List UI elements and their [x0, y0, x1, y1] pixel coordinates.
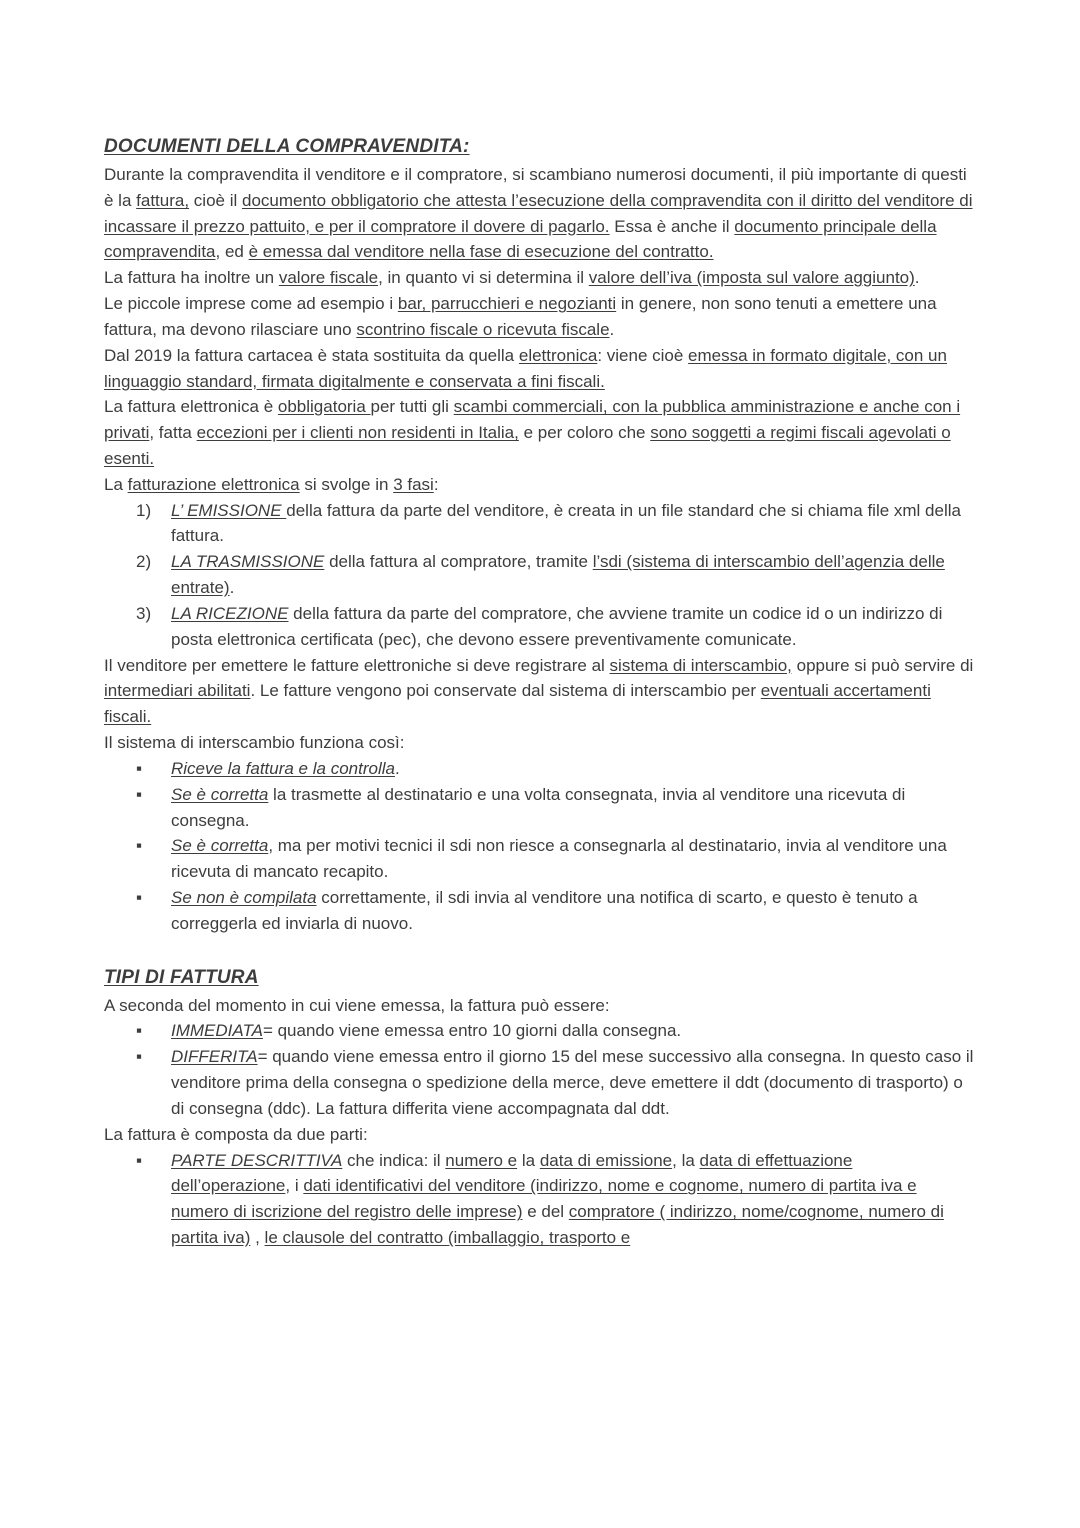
- text-segment: L’ EMISSIONE: [171, 500, 287, 520]
- text-segment: Se è corretta: [171, 784, 269, 804]
- list-item-text: [171, 836, 947, 881]
- text-segment: valore dell’iva (imposta sul valore aggiunto): [588, 268, 915, 288]
- text-segment: dati identificativi del venditore (indirizzo, nome e cognome, numero di partita iva e numero di iscrizione del registro delle imprese): [171, 1176, 917, 1222]
- text-segment: TIPI DI FATTURA: [104, 966, 259, 988]
- text-segment: che indica: il: [342, 1150, 446, 1170]
- list-item: [104, 1044, 976, 1121]
- text-segment: fatturazione elettronica: [127, 474, 300, 494]
- text-segment: PARTE DESCRITTIVA: [171, 1150, 343, 1170]
- text-segment: Se è corretta: [171, 836, 269, 856]
- text-segment: intermediari abilitati: [104, 681, 251, 701]
- bullet-icon: ▪: [136, 888, 143, 908]
- paragraph: [104, 291, 976, 343]
- list-item: [104, 498, 976, 550]
- numbered-list: [104, 498, 976, 653]
- text-segment: DOCUMENTI DELLA COMPRAVENDITA:: [104, 136, 470, 157]
- text-segment: emessa in formato digitale, con un linguaggio standard, firmata digitalmente e conservata a fini fiscali.: [104, 345, 947, 391]
- text-segment: , i: [285, 1176, 304, 1196]
- list-item: [104, 833, 976, 885]
- text-segment: della fattura da parte del compratore, che avviene tramite un codice id o un indirizzo di posta elettronica certificata (pec), che devono essere preventivamente comunicate.: [171, 603, 943, 649]
- paragraph: [104, 162, 976, 265]
- list-item-text: [171, 759, 400, 778]
- bullet-icon: ▪: [136, 836, 143, 856]
- text-segment: le clausole del contratto (imballaggio, trasporto e: [264, 1228, 631, 1248]
- text-segment: , ma per motivi tecnici il sdi non riesce a consegnarla al destinatario, invia al venditore una ricevuta di mancato recapito.: [171, 836, 947, 882]
- text-segment: LA RICEZIONE: [171, 603, 289, 623]
- bullet-icon: ▪: [136, 1047, 143, 1067]
- text-segment: correttamente, il sdi invia al venditore una notifica di scarto, e questo è tenuto a correggerla ed inviarla di nuovo.: [171, 888, 918, 933]
- text-segment: numero e: [445, 1150, 518, 1170]
- text-segment: , in quanto vi si determina il: [378, 268, 589, 288]
- list-item: [104, 1018, 976, 1044]
- text-segment: data di emissione: [539, 1150, 673, 1170]
- text-segment: e per coloro che: [518, 423, 651, 443]
- text-segment: .: [229, 578, 235, 598]
- text-segment: = quando viene emessa entro il giorno 15 del mese successivo alla consegna. In questo caso il venditore prima della consegna o spedizione della merce, deve emettere il ddt (documento di trasporto) o di consegna (ddc). La fattura differita viene accompagnata dal ddt.: [171, 1047, 974, 1118]
- text-segment: Riceve la fattura e la controlla: [171, 758, 395, 778]
- paragraph: [104, 1122, 976, 1148]
- text-segment: si svolge in: [299, 474, 394, 494]
- text-segment: e del: [522, 1202, 569, 1222]
- bullet-list: [104, 1018, 976, 1121]
- text-segment: scontrino fiscale o ricevuta fiscale: [356, 319, 610, 339]
- list-item-text: [171, 552, 945, 597]
- text-segment: : viene cioè: [597, 345, 689, 365]
- bullet-icon: ▪: [136, 758, 143, 778]
- list-item-text: [171, 1151, 944, 1247]
- bullet-list: [104, 1148, 976, 1251]
- list-number: 2): [136, 552, 152, 572]
- text-segment: l’sdi (sistema di interscambio dell’agenzia delle entrate): [171, 552, 945, 598]
- text-segment: .: [609, 319, 615, 339]
- list-number: 1): [136, 500, 152, 520]
- list-item-text: [171, 888, 918, 933]
- text-segment: cioè il: [189, 190, 242, 210]
- list-item: [104, 1148, 976, 1251]
- text-segment: .: [394, 758, 400, 778]
- list-item: [104, 756, 976, 782]
- list-item: [104, 601, 976, 653]
- section-heading: [104, 133, 976, 162]
- text-segment: sistema di interscambio,: [609, 655, 792, 675]
- text-segment: LA TRASMISSIONE: [171, 552, 325, 572]
- text-segment: La fattura è composta da due parti:: [104, 1124, 368, 1144]
- text-segment: , la: [672, 1150, 700, 1170]
- text-segment: 3 fasi: [393, 474, 434, 494]
- bullet-list: [104, 756, 976, 937]
- text-segment: oppure si può servire di: [791, 655, 974, 675]
- list-item: [104, 885, 976, 937]
- text-segment: Essa è anche il: [609, 216, 735, 236]
- text-segment: Durante la compravendita il venditore e il compratore, si scambiano numerosi documenti, il più importante di questi è la: [104, 164, 967, 210]
- text-segment: la trasmette al destinatario e una volta consegnata, invia al venditore una ricevuta di consegna.: [171, 784, 906, 830]
- text-segment: eccezioni per i clienti non residenti in Italia,: [196, 423, 519, 443]
- text-segment: A seconda del momento in cui viene emessa, la fattura può essere:: [104, 995, 610, 1015]
- text-segment: . Le fatture vengono poi conservate dal sistema di interscambio per: [250, 681, 761, 701]
- bullet-icon: ▪: [136, 1021, 143, 1041]
- list-item-text: [171, 785, 905, 830]
- list-item-text: [171, 1021, 681, 1040]
- text-segment: , ed: [215, 242, 249, 262]
- list-item-text: [171, 501, 961, 546]
- text-segment: IMMEDIATA: [171, 1021, 263, 1041]
- list-item-text: [171, 604, 942, 649]
- text-segment: scambi commerciali, con la pubblica amministrazione e anche con i privati: [104, 397, 961, 443]
- text-segment: DIFFERITA: [171, 1047, 258, 1067]
- paragraph: [104, 993, 976, 1019]
- text-segment: elettronica: [518, 345, 598, 365]
- text-segment: ,: [250, 1228, 265, 1248]
- list-item: [104, 549, 976, 601]
- text-segment: Le piccole imprese come ad esempio i: [104, 294, 398, 314]
- text-segment: eventuali accertamenti fiscali.: [104, 681, 931, 727]
- text-segment: valore fiscale: [278, 268, 379, 288]
- section-heading: [104, 964, 976, 993]
- text-segment: della fattura al compratore, tramite: [324, 552, 593, 572]
- paragraph: [104, 343, 976, 395]
- paragraph: [104, 394, 976, 471]
- text-segment: bar, parrucchieri e negozianti: [397, 294, 617, 314]
- text-segment: Il venditore per emettere le fatture elettroniche si deve registrare al: [104, 655, 610, 675]
- text-segment: data di effettuazione dell’operazione: [171, 1150, 853, 1196]
- text-segment: = quando viene emessa entro 10 giorni dalla consegna.: [262, 1021, 682, 1041]
- paragraph: [104, 730, 976, 756]
- text-segment: La fattura ha inoltre un: [104, 268, 279, 288]
- text-segment: , fatta: [149, 423, 197, 443]
- list-item: [104, 782, 976, 834]
- text-segment: sono soggetti a regimi fiscali agevolati o esenti.: [104, 423, 951, 468]
- text-segment: per tutti gli: [370, 397, 454, 417]
- text-segment: La fattura elettronica è: [104, 397, 278, 417]
- paragraph: [104, 653, 976, 730]
- text-segment: è emessa dal venditore nella fase di esecuzione del contratto.: [248, 242, 714, 262]
- bullet-icon: ▪: [136, 1150, 143, 1170]
- document-content: [104, 133, 976, 1251]
- text-segment: Se non è compilata: [171, 888, 317, 908]
- list-item-text: [171, 1047, 973, 1118]
- text-segment: in genere, non sono tenuti a emettere una fattura, ma devono rilasciare uno: [104, 294, 937, 339]
- text-segment: Il sistema di interscambio funziona così:: [104, 733, 405, 753]
- text-segment: documento obbligatorio che attesta l’esecuzione della compravendita con il diritto del venditore di incassare il prezzo pattuito, e per il compratore il dovere di pagarlo.: [104, 190, 973, 236]
- paragraph: [104, 265, 976, 291]
- paragraph: [104, 472, 976, 498]
- text-segment: Dal 2019 la fattura cartacea è stata sostituita da quella: [104, 345, 519, 365]
- text-segment: della fattura da parte del venditore, è creata in un file standard che si chiama file xml della fattura.: [171, 500, 961, 546]
- text-segment: obbligatoria: [277, 397, 371, 417]
- text-segment: fattura,: [136, 190, 190, 210]
- text-segment: documento principale della compravendita: [104, 216, 937, 262]
- text-segment: .: [914, 268, 920, 288]
- text-segment: la: [517, 1150, 540, 1170]
- bullet-icon: ▪: [136, 784, 143, 804]
- text-segment: :: [433, 474, 439, 494]
- text-segment: compratore ( indirizzo, nome/cognome, numero di partita iva): [171, 1202, 944, 1248]
- text-segment: La: [104, 474, 128, 494]
- list-number: 3): [136, 603, 152, 623]
